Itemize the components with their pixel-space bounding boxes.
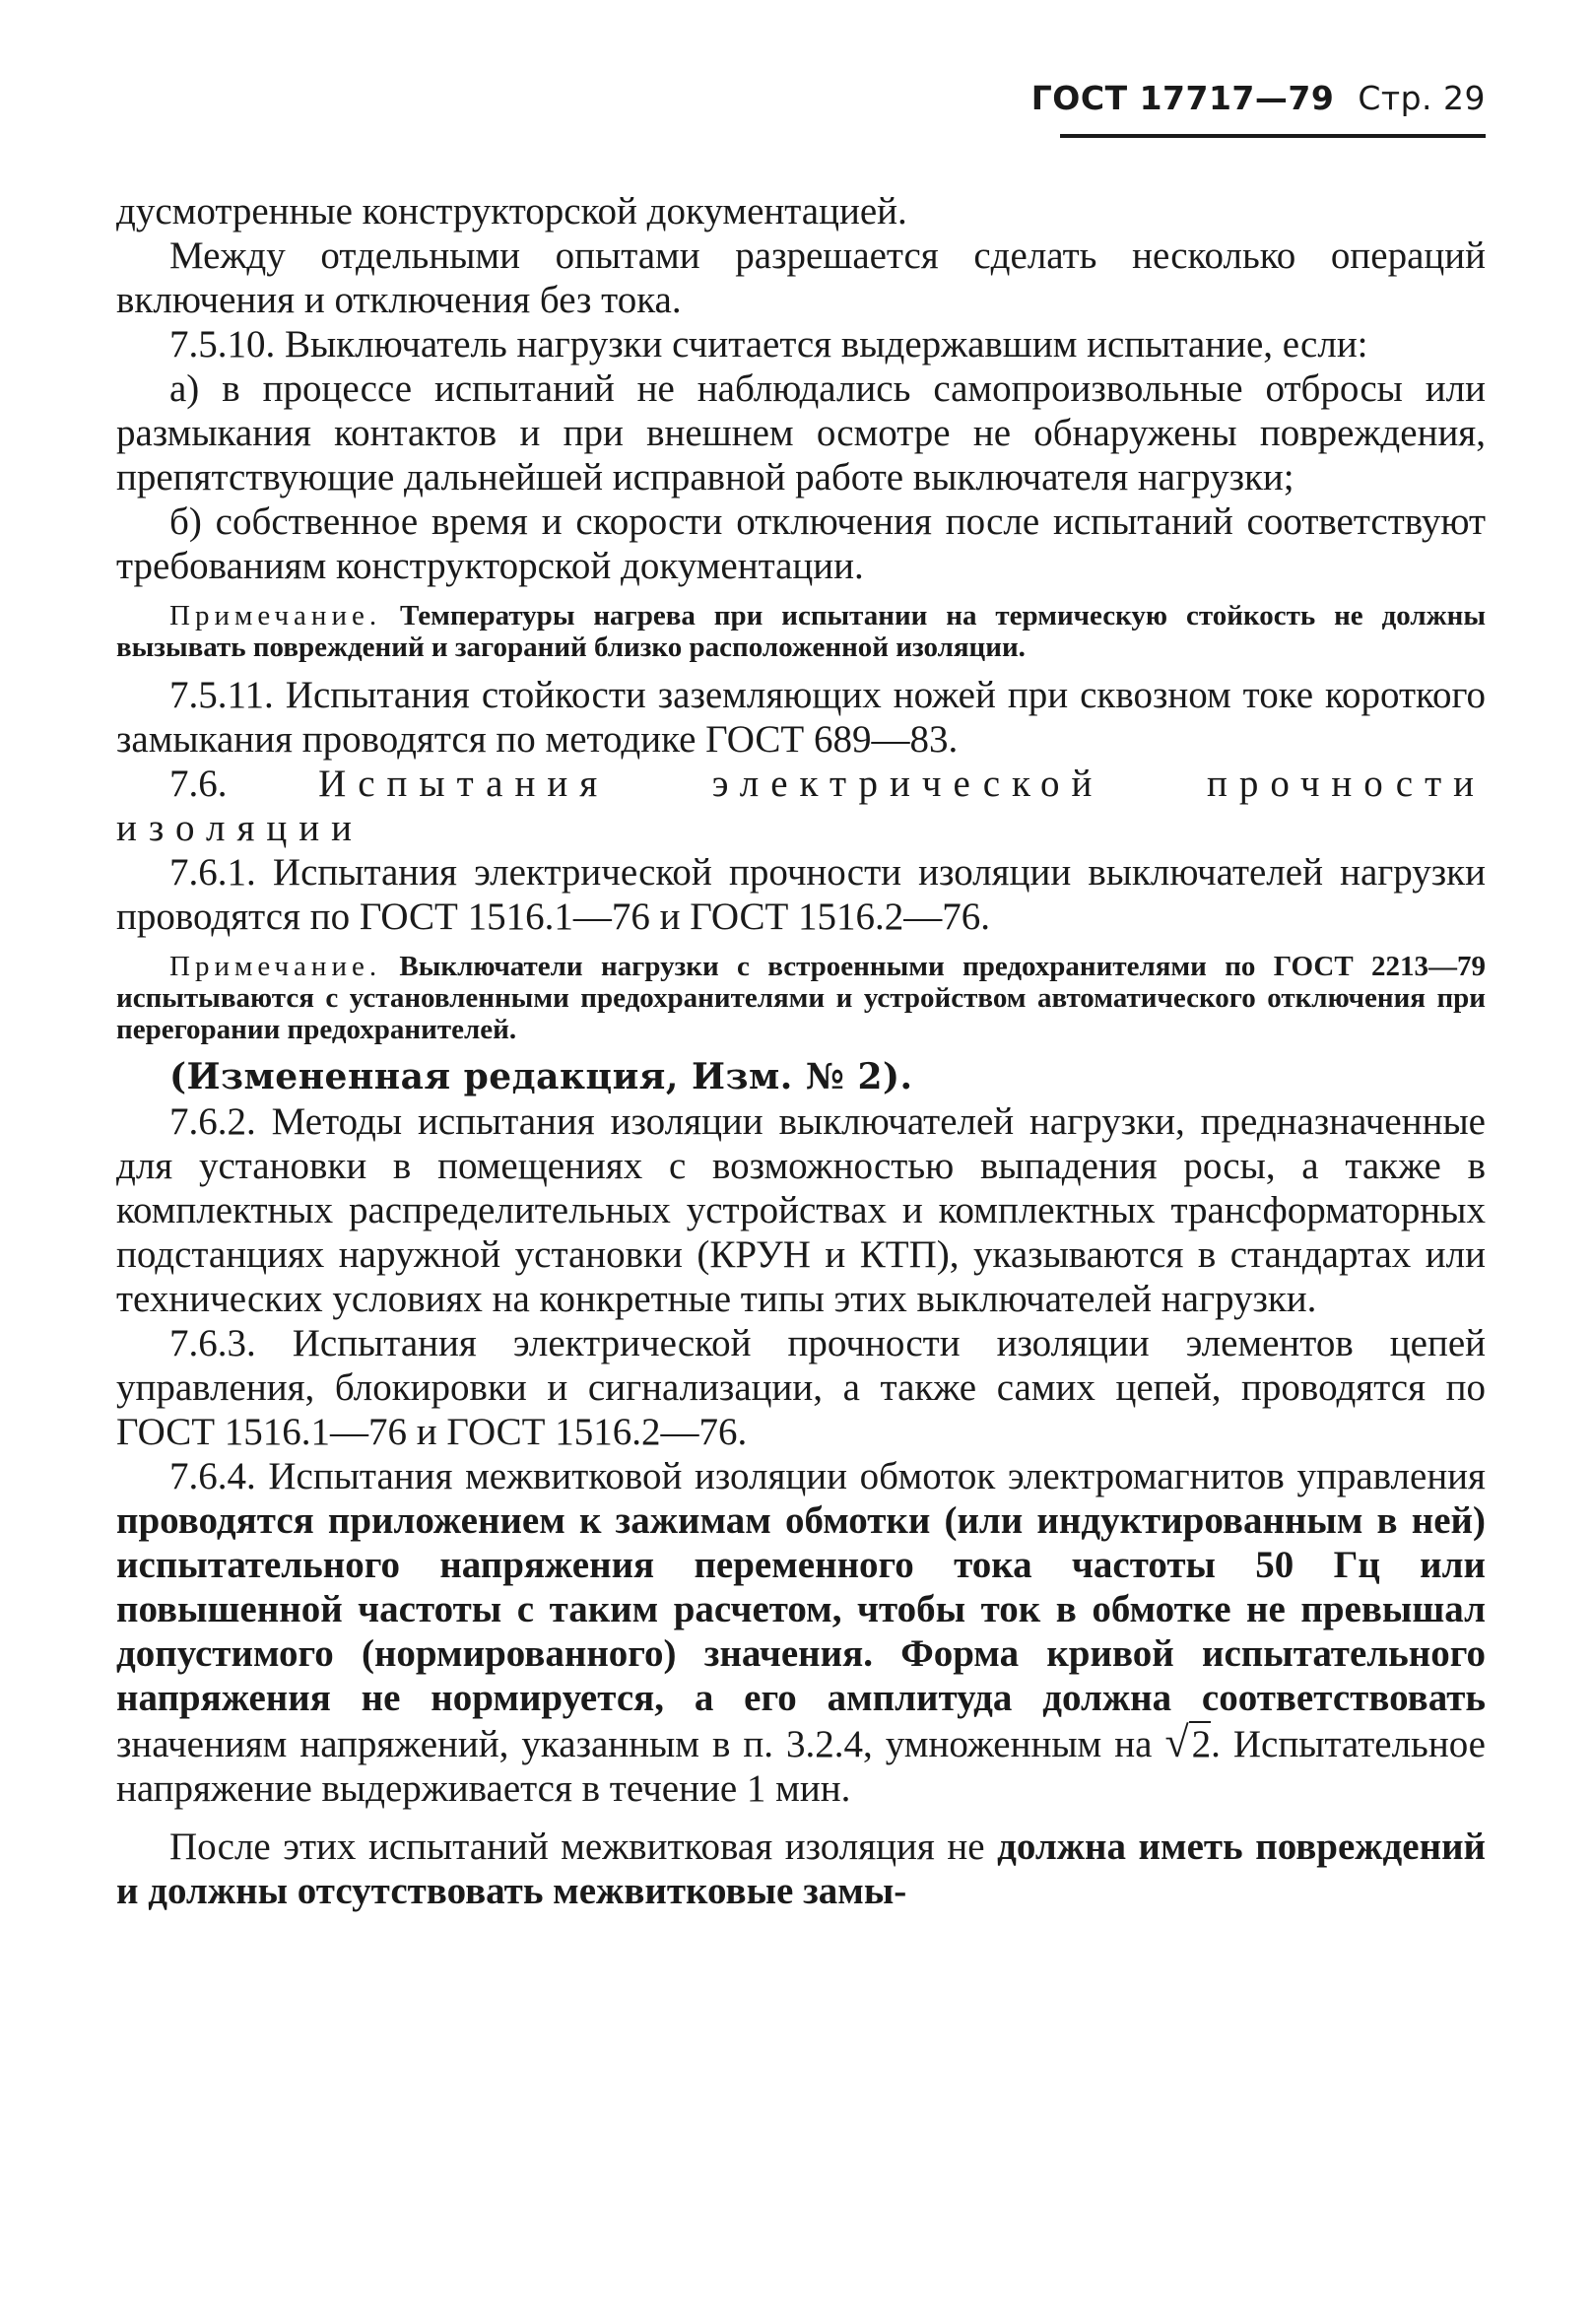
standard-number: ГОСТ 17717—79: [1030, 79, 1335, 117]
clause-7-6-4-lead: 7.6.4. Испытания межвитковой изоляции обмоток электромагнитов управления: [169, 1455, 1486, 1497]
clause-7-6-4-tail: . Испытательное напряжение выдерживается в течение 1 мин.: [116, 1723, 1486, 1810]
sqrt-expression: [1164, 1718, 1212, 1766]
clause-7-6-3: 7.6.3. Испытания электрической прочности изоляции элементов цепей управления, блокировки и сигнализации, а также самих цепей, проводятся по ГОСТ 1516.1—76 и ГОСТ 1516.2—76.: [116, 1322, 1486, 1453]
note-thermal: [116, 600, 1486, 663]
document-body: [116, 189, 1486, 1913]
header-rule: [1060, 134, 1486, 138]
note-text: Температуры нагрева при испытании на термическую стойкость не должны вызывать повреждений и загораний близко расположенной изоляции.: [116, 600, 1487, 663]
clause-7-6-1: 7.6.1. Испытания электрической прочности изоляции выключателей нагрузки проводятся по ГОСТ 1516.1—76 и ГОСТ 1516.2—76.: [116, 851, 1486, 938]
note-label: Примечание.: [169, 600, 382, 631]
paragraph-after-tests-bold: должна иметь повреждений и должны отсутствовать межвитковые замы-: [116, 1826, 1487, 1912]
clause-7-5-10: 7.5.10. Выключатель нагрузки считается выдержавшим испытание, если:: [169, 323, 1368, 365]
clause-7-5-10-a: а) в процессе испытаний не наблюдались самопроизвольные отбросы или размыкания контактов и при внешнем осмотре не обнаружены повреждения, препятствующие дальнейшей исправной работе выключателя нагрузки;: [116, 367, 1486, 498]
section-7-6-heading: [116, 762, 1486, 850]
clause-7-6-4-bold: проводятся приложением к зажимам обмотки (или индуктированным в ней) испытательного напряжения переменного тока частоты 50 Гц или повышенной частоты с таким расчетом, чтобы ток в обмотке не превышал допустимого (нормированного) значения. Форма кривой испытательного напряжения не нормируется, а его амплитуда должна соответствовать: [116, 1499, 1486, 1719]
note-fuses: [116, 951, 1486, 1045]
amendment-note: (Измененная редакция, Изм. № 2).: [169, 1056, 913, 1097]
clause-7-5-11: 7.5.11. Испытания стойкости заземляющих ножей при сквозном токе короткого замыкания проводятся по методике ГОСТ 689—83.: [116, 674, 1486, 761]
radical-sign: √: [1164, 1718, 1189, 1766]
note-label: Примечание.: [169, 951, 382, 982]
radicand: 2: [1189, 1721, 1212, 1765]
paragraph-continuation: дусмотренные конструкторской документацией.: [116, 190, 907, 232]
clause-7-6-2: 7.6.2. Методы испытания изоляции выключателей нагрузки, предназначенные для установки в помещениях с возможностью выпадения росы, а также в комплектных распределительных устройствах и комплектных трансформаторных подстанциях наружной установки (КРУН и КТП), указываются в стандартах или технических условиях на конкретные типы этих выключателей нагрузки.: [116, 1100, 1486, 1320]
clause-7-6-4: [116, 1454, 1486, 1811]
page-header: [1031, 79, 1486, 117]
clause-7-6-4-rest: значениям напряжений, указанным в п. 3.2.4, умноженным на: [116, 1723, 1153, 1765]
page-number: Стр. 29: [1358, 79, 1486, 117]
paragraph-after-tests-lead: После этих испытаний межвитковая изоляция не: [169, 1826, 985, 1868]
note-text: Выключатели нагрузки с встроенными предохранителями по ГОСТ 2213—79 испытываются с установленными предохранителями и устройством автоматического отключения при перегорании предохранителей.: [116, 951, 1486, 1045]
section-title: Испытания электрической прочности изоляции: [116, 763, 1487, 849]
clause-7-5-10-b: б) собственное время и скорости отключения после испытаний соответствуют требованиям конструкторской документации.: [116, 500, 1486, 587]
paragraph-operations: Между отдельными опытами разрешается сделать несколько операций включения и отключения без тока.: [116, 234, 1486, 321]
paragraph-after-tests: [116, 1825, 1486, 1913]
section-number: 7.6.: [169, 763, 228, 805]
